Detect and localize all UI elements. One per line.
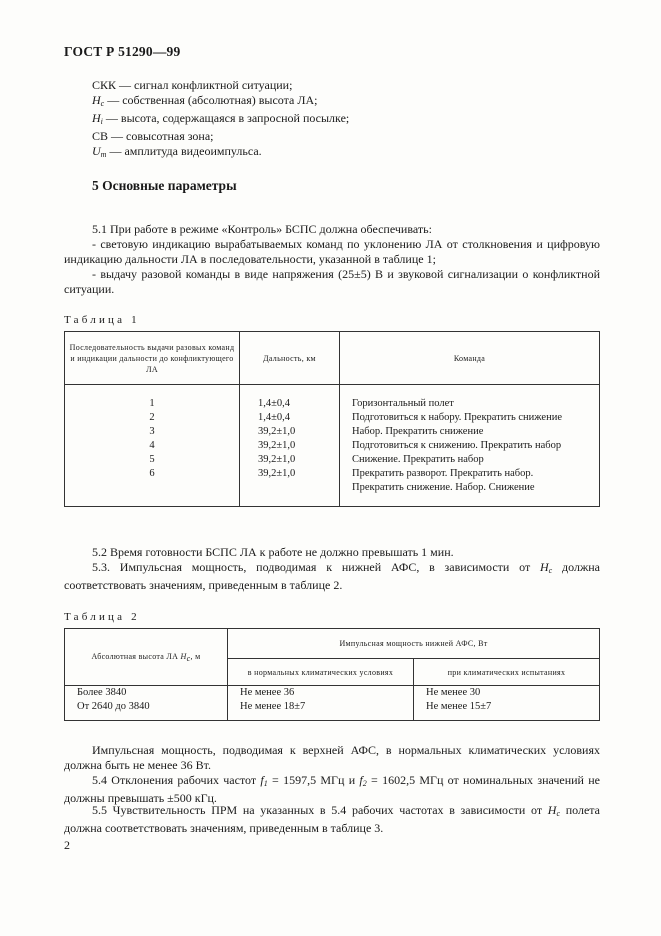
table-1-caption: Таблица 1 bbox=[64, 314, 140, 326]
definition-text: — сигнал конфликтной ситуации; bbox=[116, 78, 293, 92]
table-2-header-altitude: Абсолютная высота ЛА Hc, м bbox=[65, 629, 228, 686]
table-row: 1 1,4±0,4 Горизонтальный полет bbox=[65, 397, 600, 411]
table-row: 2 1,4±0,4 Подготовиться к набору. Прекратить снижение bbox=[65, 411, 600, 425]
definition-symbol: H bbox=[92, 93, 101, 107]
paragraph-5-2: 5.2 Время готовности БСПС ЛА к работе не должно превышать 1 мин. bbox=[92, 545, 454, 559]
table-1-header-range: Дальность, км bbox=[240, 332, 340, 385]
definition-item bbox=[92, 144, 349, 162]
table-row: Прекратить снижение. Набор. Снижение bbox=[65, 481, 600, 495]
definition-text: — совысотная зона; bbox=[108, 129, 214, 143]
table-2 bbox=[64, 628, 600, 721]
paragraph-5-3: 5.3. Импульсная мощность, подводимая к нижней АФС, в зависимости от $H_c$ должна соответствовать значениям, приведенным в таблице 2. bbox=[64, 560, 600, 592]
definition-subscript: m bbox=[100, 150, 107, 159]
paragraph-5-1-item-2: - выдачу разовой команды в виде напряжения (25±5) В и звуковой сигнализации о конфликтной ситуации. bbox=[64, 267, 600, 296]
definition-text: — высота, содержащаяся в запросной посылке; bbox=[102, 111, 350, 125]
table-2-header-power: Импульсная мощность нижней АФС, Вт bbox=[228, 629, 600, 659]
definitions-list bbox=[92, 78, 349, 162]
paragraph-5-1 bbox=[64, 222, 600, 297]
section-title: 5 Основные параметры bbox=[92, 178, 237, 193]
table-row: 3 39,2±1,0 Набор. Прекратить снижение bbox=[65, 425, 600, 439]
table-2-header-normal: в нормальных климатических условиях bbox=[228, 659, 414, 686]
definition-symbol: U bbox=[92, 144, 101, 158]
table-1 bbox=[64, 331, 600, 507]
table-2-header-climatic: при климатических испытаниях bbox=[414, 659, 600, 686]
table-1-header-sequence: Последовательность выдачи разовых команд и индикации дальности до конфликтующего ЛА bbox=[65, 332, 240, 385]
paragraph-5-5: 5.5 Чувствительность ПРМ на указанных в 5.4 рабочих частотах в зависимости от $H_c$ полета должна соответствовать значениям, приведенным в таблице 3. bbox=[64, 803, 601, 835]
table-row: 6 39,2±1,0 Прекратить разворот. Прекратить набор. bbox=[65, 467, 600, 481]
definition-subscript: i bbox=[100, 117, 103, 126]
paragraph-5-4: 5.4 Отклонения рабочих частот $f_1 = 1597,5$ МГц и $f_2 = 1602,5$ МГц от номинальных значений не должны превышать ±500 кГц. bbox=[64, 773, 601, 805]
standard-header: ГОСТ Р 51290—99 bbox=[64, 44, 181, 59]
table-2-caption: Таблица 2 bbox=[64, 611, 140, 623]
paragraph-5-1-item-1: - световую индикацию вырабатываемых команд по уклонению ЛА от столкновения и цифровую индикацию дальности ЛА в последовательности, указанной в таблице 1; bbox=[64, 237, 600, 266]
definition-symbol: H bbox=[92, 111, 101, 125]
paragraph-upper-afs: Импульсная мощность, подводимая к верхней АФС, в нормальных климатических условиях должна быть не менее 36 Вт. bbox=[64, 743, 600, 772]
definition-text: — собственная (абсолютная) высота ЛА; bbox=[104, 93, 318, 107]
definition-text: — амплитуда видеоимпульса. bbox=[106, 144, 262, 158]
table-row: Более 3840 Не менее 36 Не менее 30 bbox=[65, 686, 600, 701]
definition-item bbox=[92, 78, 349, 93]
table-row: От 2640 до 3840 Не менее 18±7 Не менее 15±7 bbox=[65, 700, 600, 714]
table-1-header-command: Команда bbox=[340, 332, 600, 385]
paragraph-5-1-lead: 5.1 При работе в режиме «Контроль» БСПС должна обеспечивать: bbox=[92, 222, 432, 236]
table-row: 4 39,2±1,0 Подготовиться к снижению. Прекратить набор bbox=[65, 439, 600, 453]
definition-item bbox=[92, 111, 349, 129]
definition-subscript: c bbox=[100, 99, 105, 108]
table-row: 5 39,2±1,0 Снижение. Прекратить набор bbox=[65, 453, 600, 467]
page-number: 2 bbox=[64, 838, 70, 852]
definition-symbol: СКК bbox=[92, 78, 117, 92]
definition-item bbox=[92, 129, 349, 144]
definition-item bbox=[92, 93, 349, 111]
definition-symbol: СВ bbox=[92, 129, 109, 143]
